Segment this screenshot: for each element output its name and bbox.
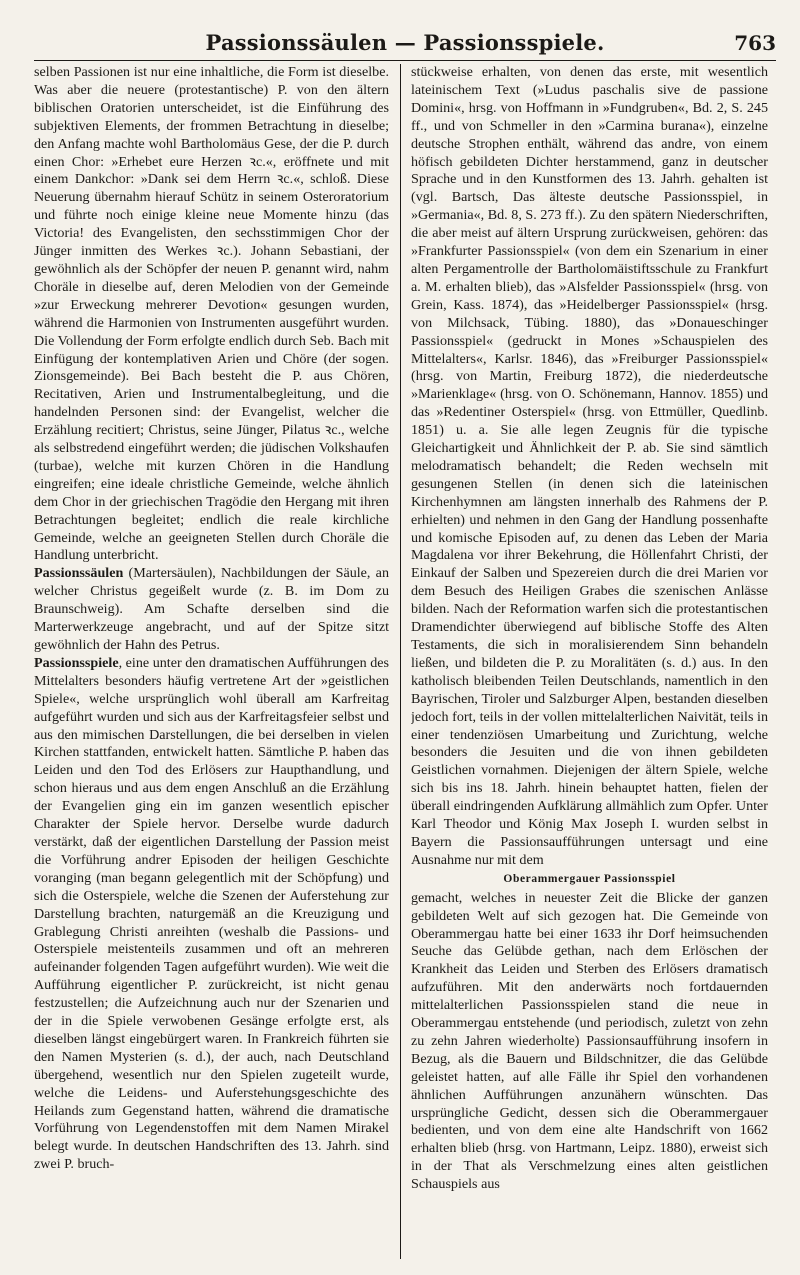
manuscripts-paragraph: stückweise erhalten, von denen das erste, mit wesentlich lateinischem Text (»Ludus paschalis sive de passione Domini«, hrsg. von Hoffmann in »Fundgruben«, Bd. 2, S. 245 ff., und von Schmeller in den »Carmina burana«), einzelne deutsche Strophen enthält, während das andre, von einem höfisch gebildeten Dichter herstammend, ganz in deutscher Sprache und in den Kunstformen des 13. Jahrh. gehalten ist (vgl. Bartsch, Das älteste deutsche Passionsspiel, in »Germania«, Bd. 8, S. 273 ff.). Zu den spätern Niederschriften, die aber meist auf ältern Ursprung zurückweisen, gehören: das »Frankfurter Passionsspiel« (von dem ein Szenarium in einer alten Pergamentrolle der Bartholomäistiftsschule zu Frankfurt a. M. erhalten blieb), das »Alsfelder Passionsspiel« (hrsg. von Grein, Kass. 1874), das »Heidelberger Passionsspiel« (hrsg. von Milchsack, Tübing. 1880), das »Donaueschinger Passionsspiel« (gedruckt in Mones »Schauspielen des Mittelalters«, Karlsr. 1846), das »Freiburger Passionsspiel« (hrsg. von Martin, Freiburg 1872), die niederdeutsche »Marienklage« (hrsg. von O. Schönemann, Hannov. 1855) und das »Redentiner Osterspiel« (hrsg. von Ettmüller, Quedlinb. 1851) u. a. Sie alle legen Zeugnis für die typische Gleichartigkeit und Ähnlichkeit der P. ab. Sie sind sämtlich melodramatisch behandelt; die Reden wechseln mit gesungenen Stellen (in denen sich die lateinischen Kirchenhymnen am längsten innerhalb des Rahmens der P. erhielten) und nehmen in den Gang der Handlung possenhafte und komische Episoden auf, zu denen das Leben der Maria Magdalena vor ihrer Bekehrung, die Höllenfahrt Christi, der Einkauf der Salben und Spezereien durch die drei Marien vor dem Besuch des Heiligen Grabes die szenischen Anlässe bilden. Nach der Reformation warfen sich die protestantischen Dramendichter überwiegend auf biblische Stoffe des Alten Testaments, die sich in moralisierendem Sinn behandeln ließen, und bildeten die P. zu Moralitäten (s. d.) aus. In den katholisch bleibenden Teilen Deutschlands, namentlich in den Bayrischen, Tiroler und Salzburger Alpen, bestanden dieselben jedoch fort, teils in der vollen mittelalterlichen Naivität, teils in einer tendenziösen Umarbeitung und Zurichtung, welche besonders die Jesuiten und die von ihnen gebildeten Geistlichen vornahmen. Diejenigen der ältern Spiele, welche sich bis ins 18. Jahrh. hinein behauptet hatten, fielen der überall eindringenden Aufklärung allmählich zum Opfer. Unter Karl Theodor und König Max Joseph I. wurden selbst in Bayern die Passionsaufführungen untersagt und eine Ausnahme nur mit dem [411, 64, 768, 868]
entry-text: , eine unter den dramatischen Aufführungen des Mittelalters besonders häufig vertretene Art der »geistlichen Spiele«, welche ursprünglich wohl überall am Karfreitag aufgeführt wurden und sich aus der Karfreitagsfeier selbst und aus den mimischen Darstellungen, die bei derselben in vielen Kirchen stattfanden, entwickelt hatten. Sämtliche P. haben das Leiden und den Tod des Erlösers zur Haupthandlung, und schon hieraus und aus dem engen Anschluß an die Erzählung der Evangelien ging ein im ganzen wesentlich epischer Charakter der Spiele hervor. Derselbe wurde dadurch verstärkt, daß der eigentlichen Darstellung der Passion meist die Vorführung andrer Episoden der heiligen Geschichte voranging (man begann gelegentlich mit der Schöpfung) und sich die Osterspiele, welche die Szenen der Auferstehung zur Darstellung brachten, naturgemäß an die Kreuzigung und Grablegung Christi anreihten (weshalb die Passions- und Osterspiele meistenteils zusammen und oft an mehreren aufeinander folgenden Tagen aufgeführt wurden). Wie weit die Aufführung eigentlicher P. zurückreicht, ist nicht genau festzustellen; die Aufzeichnung auch nur der Szenarien und der in die Spiele verwobenen Gesänge erfolgte erst, als dieselben längst eingebürgert waren. In Frankreich führten sie den Namen Mysterien (s. d.), der auch, nach Deutschland übergehend, wesentlich nur den Spielen zugeteilt wurde, welche die Leidens- und Auferstehungsgeschichte des Heilands zum Gegenstand hatten, während die dramatische Vorführung von Legendenstoffen mit dem Namen Mirakel belegt wurde. In deutschen Handschriften des 13. Jahrh. sind zwei P. bruch- [34, 654, 389, 1173]
entry-passionssaeulen [34, 565, 389, 655]
section-subheading: Oberammergauer Passionsspiel [503, 872, 676, 885]
entry-text: (Martersäulen), Nachbildungen der Säule, an welcher Christus gegeißelt wurde (z. B. im Dom zu Braunschweig). Am Schafte derselben sind die Marterwerkzeuge angebracht, und auf der Spitze sitzt gewöhnlich der Hahn des Petrus. [34, 565, 389, 653]
entry-headword: Passionssäulen [34, 565, 124, 582]
page-title: Passionssäulen — Passionsspiele. [205, 30, 605, 55]
page-number: 763 [734, 31, 776, 55]
left-column [34, 64, 389, 1259]
entry-passionsspiele [34, 655, 389, 1174]
entry-headword: Passionsspiele [34, 654, 119, 671]
right-column [411, 64, 768, 1259]
column-divider [400, 64, 401, 1259]
running-header [34, 30, 776, 61]
passion-oratorio-paragraph: selben Passionen ist nur eine inhaltliche, die Form ist dieselbe. Was aber die neuere (protestantische) P. von den ältern biblischen Oratorien unterscheidet, ist die Einführung des subjektiven Elements, der frommen Betrachtung in dieselbe; den Anfang machte wohl Bartholomäus Gese, der die P. durch einen Chor: »Erhebet eure Herzen ꝛc.«, eröffnete und mit einem Dankchor: »Dank sei dem Herrn ꝛc.«, schloß. Diese Neuerung übernahm hierauf Schütz in seinem Osteroratorium und führte noch einige kleine neue Momente hinzu (das Victoria! des Evangelisten, den sechsstimmigen Chor der Jünger inmitten des Werkes ꝛc.). Johann Sebastiani, der gewöhnlich als der Schöpfer der neuen P. genannt wird, nahm Choräle in dieselbe auf, deren Melodien von der Gemeinde »zur Erweckung mehrerer Devotion« gesungen wurden, während die Harmonien von Instrumenten ausgeführt wurden. Die Vollendung der Form erfolgte endlich durch Seb. Bach mit Einfügung der kontemplativen Arien und Chöre (der sogen. Zionsgemeinde). Bei Bach besteht die P. aus Chören, Recitativen, Arien und Instrumentalbegleitung, und die handelnden Personen sind: der Evangelist, welcher die Erzählung recitiert; Christus, seine Jünger, Pilatus ꝛc., welche als selbstredend eingeführt werden; die jüdischen Volkshaufen (turbae), welche mit kurzen Chören in die Handlung eingreifen; eine ideale christliche Gemeinde, welche ähnlich dem Chor in der griechischen Tragödie den Hergang mit ihren Betrachtungen begleitet; endlich die reale kirchliche Gemeinde, welche an geeigneten Stellen durch Choräle die Handlung unterbricht. [34, 64, 389, 564]
oberammergau-paragraph: gemacht, welches in neuester Zeit die Blicke der ganzen gebildeten Welt auf sich gezogen hat. Die Gemeinde von Oberammergau hatte bei einer 1633 ihr Dorf heimsuchenden Seuche das Gelübde gethan, nach dem Erlöschen der Krankheit das Leiden und Sterben des Erlösers dramatisch aufzuführen. Mit den anderwärts noch fortdauernden mittelalterlichen Passionsspielen stand die neue in Oberammergau entstehende (und periodisch, zuletzt von zehn zu zehn Jahren wiederholte) Passionsaufführung insofern in Bezug, als die Bauern und Bildschnitzer, die das Gelübde geleistet hatten, auf alle Fälle ihr Spiel den vorhandenen ähnlichen Aufführungen anzunähern wünschten. Das ursprüngliche Gedicht, dessen sich die Oberammergauer bedienten, und von dem eine alte Handschrift von 1662 erhalten blieb (hrsg. von Hartmann, Leipz. 1880), erweist sich in der That als Verschmelzung eines alten geistlichen Schauspiels aus [411, 889, 768, 1193]
